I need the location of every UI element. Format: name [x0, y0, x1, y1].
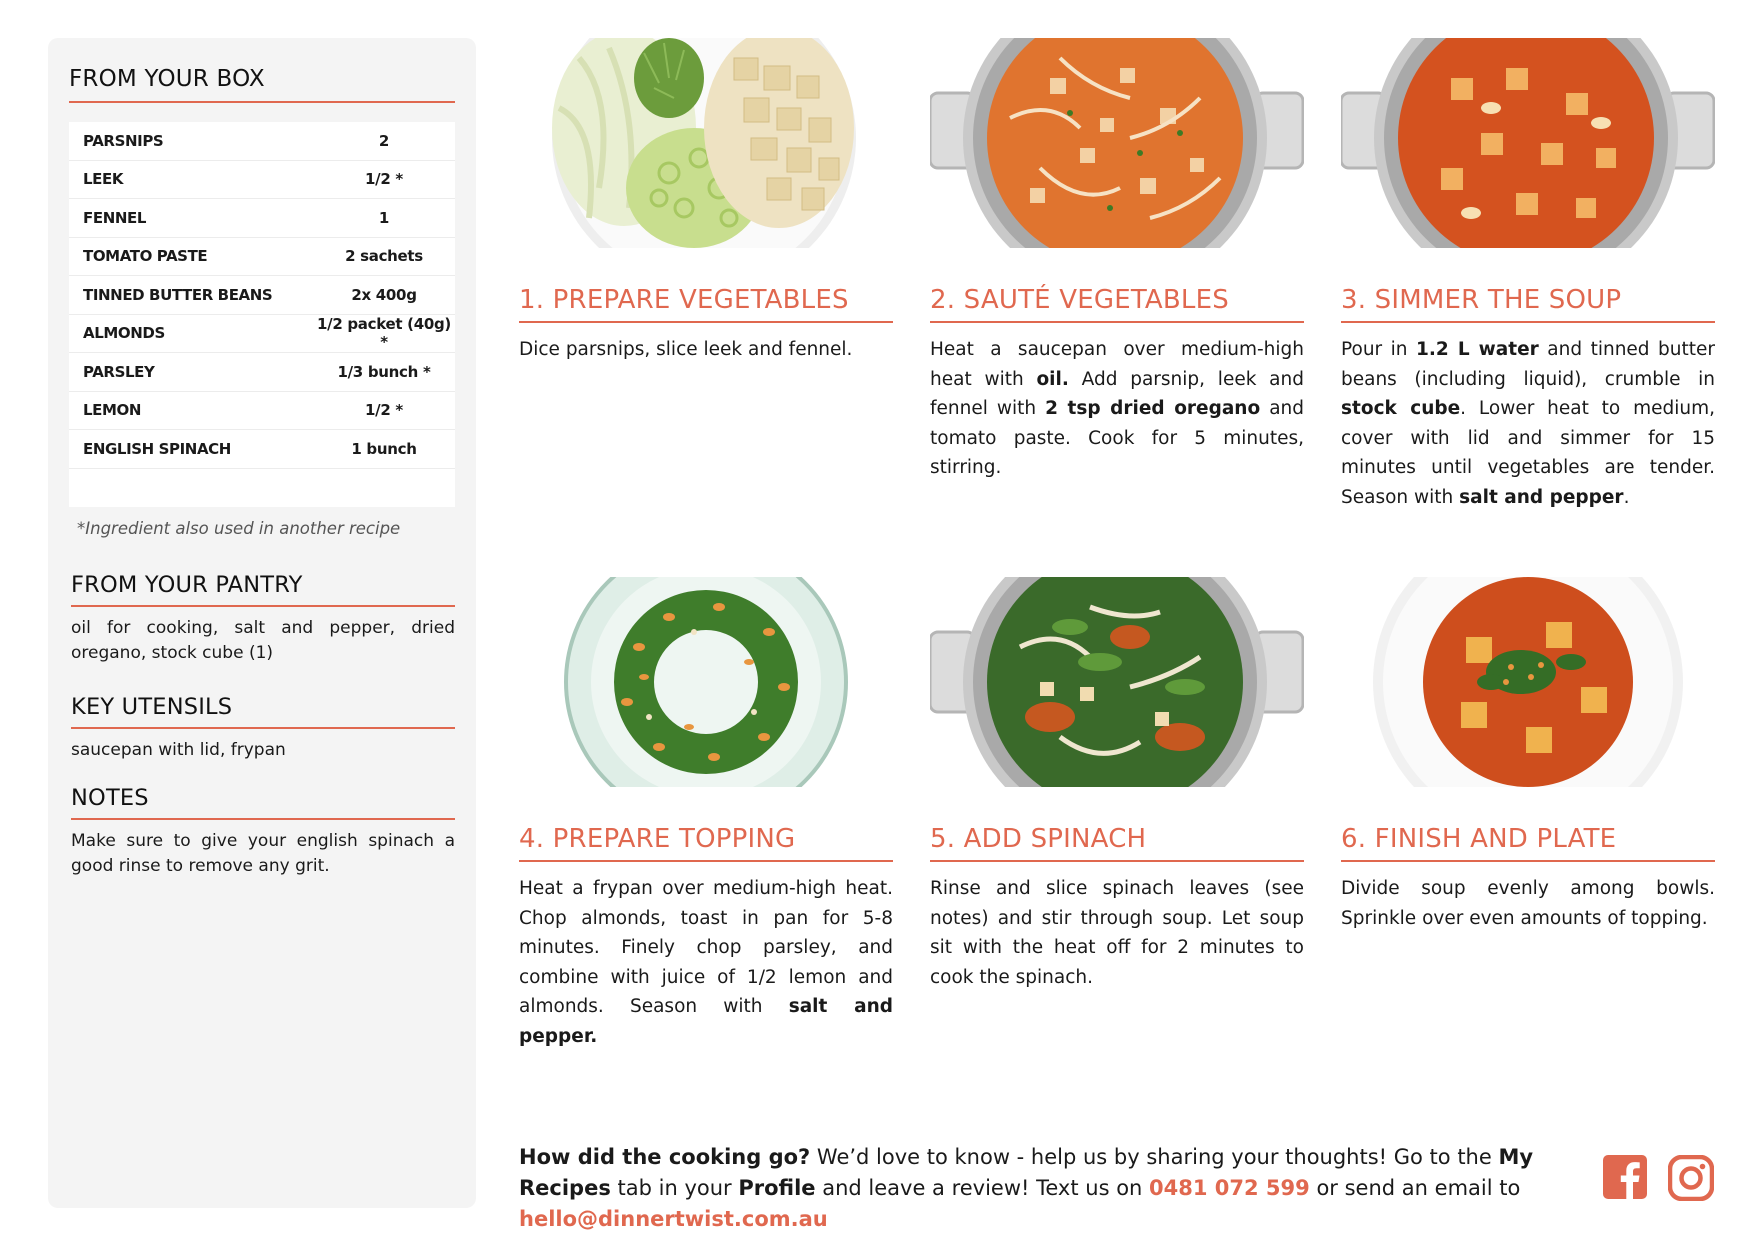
footer-text-3: and leave a review! Text us on: [815, 1176, 1150, 1200]
ingredient-row: [69, 392, 455, 431]
step-text: .: [1623, 486, 1630, 508]
ingredient-name: TOMATO PASTE: [83, 247, 208, 266]
ingredient-qty: 1: [378, 208, 390, 227]
ingredient-name: ENGLISH SPINACH: [83, 439, 231, 458]
ingredient-row: [69, 199, 455, 238]
step-1-photo: [519, 38, 893, 248]
ingredient-name: ALMONDS: [83, 324, 165, 343]
step-3-photo: [1341, 38, 1715, 248]
step-text: Pour in: [1341, 339, 1417, 360]
from-your-box-title: FROM YOUR BOX: [69, 66, 455, 103]
notes-section: [69, 785, 455, 879]
step-3-title: 3. SIMMER THE SOUP: [1341, 285, 1715, 323]
ingredient-row: [69, 430, 455, 469]
ingredient-name: PARSLEY: [83, 362, 155, 381]
step-text-bold: oil.: [1036, 368, 1069, 390]
ingredient-row: [69, 161, 455, 200]
step-5-body: [930, 874, 1304, 992]
step-4-photo: [519, 577, 893, 787]
ingredient-name: FENNEL: [83, 208, 147, 227]
instagram-icon[interactable]: [1668, 1155, 1714, 1205]
ingredient-row: [69, 315, 455, 354]
step-6-photo: [1341, 577, 1715, 787]
notes-text: Make sure to give your english spinach a good rinse to remove any grit.: [71, 830, 455, 876]
my-recipes-label: My Recipes: [519, 1145, 1534, 1200]
ingredient-name: TINNED BUTTER BEANS: [83, 285, 273, 304]
step-5-title: 5. ADD SPINACH: [930, 824, 1304, 862]
feedback-footer: [519, 1142, 1579, 1235]
step-text: and tinned butter beans (including liquid), crumble in: [1341, 339, 1716, 390]
ingredient-qty: 2: [378, 131, 390, 150]
pantry-text: oil for cooking, salt and pepper, dried oregano, stock cube (1): [71, 617, 455, 663]
step-1-title: 1. PREPARE VEGETABLES: [519, 285, 893, 323]
step-5: [930, 577, 1304, 988]
step-text-bold: 2 tsp dried oregano: [1045, 398, 1261, 419]
step-2: [930, 38, 1304, 478]
step-text: Heat a frypan over medium-high heat. Chop almonds, toast in pan for 5-8 minutes. Finely chop parsley, and combine with juice of 1/2 lemon and almonds. Season with: [519, 878, 893, 1017]
step-3-body: [1341, 335, 1715, 512]
ingredient-qty: 1/2 *: [365, 401, 403, 420]
step-4: [519, 577, 893, 1047]
step-text-bold: 1.2 L water: [1416, 339, 1539, 360]
step-text: Add parsnip, leek and fennel with: [930, 368, 1304, 419]
step-2-title: 2. SAUTÉ VEGETABLES: [930, 285, 1304, 323]
ingredient-name: LEMON: [83, 401, 142, 420]
key-utensils-title: KEY UTENSILS: [71, 694, 455, 729]
ingredient-row: [69, 353, 455, 392]
sidebar: [48, 38, 476, 1208]
step-text: and tomato paste. Cook for 5 minutes, stirring.: [930, 398, 1304, 478]
ingredient-qty: 1/2 *: [365, 170, 403, 189]
utensils-text: saucepan with lid, frypan: [71, 739, 286, 760]
step-text-bold: salt and pepper: [1459, 486, 1624, 508]
step-6-body: [1341, 874, 1715, 933]
ingredient-qty: 1/3 bunch *: [337, 362, 431, 381]
ingredient-name: LEEK: [83, 170, 124, 189]
step-4-body: [519, 874, 893, 1051]
ingredient-qty: 2 sachets: [345, 247, 423, 266]
ingredient-qty: 1/2 packet (40g) *: [317, 315, 451, 352]
step-4-title: 4. PREPARE TOPPING: [519, 824, 893, 862]
ingredient-name: PARSNIPS: [83, 131, 164, 150]
step-1: [519, 38, 893, 360]
facebook-icon[interactable]: [1603, 1155, 1647, 1203]
ingredient-qty: 2x 400g: [351, 285, 417, 304]
ingredient-row: [69, 122, 455, 161]
step-1-body: [519, 335, 893, 365]
step-text-bold: salt and pepper.: [519, 996, 893, 1047]
step-text: . Lower heat to medium, cover with lid and simmer for 15 minutes until vegetables are tender. Season with: [1341, 398, 1716, 508]
ingredient-row: [69, 238, 455, 277]
profile-label: Profile: [738, 1176, 816, 1200]
step-2-photo: [930, 38, 1304, 248]
notes-title: NOTES: [71, 785, 455, 820]
step-6: [1341, 577, 1715, 929]
phone-link[interactable]: 0481 072 599: [1149, 1176, 1310, 1200]
footer-text-2: tab in your: [610, 1176, 739, 1200]
footer-question: How did the cooking go?: [519, 1145, 811, 1169]
step-5-photo: [930, 577, 1304, 787]
ingredients-table: [69, 122, 455, 507]
from-your-pantry-section: [69, 572, 455, 666]
step-6-title: 6. FINISH AND PLATE: [1341, 824, 1715, 862]
step-2-body: [930, 335, 1304, 483]
step-text: Dice parsnips, slice leek and fennel.: [519, 339, 853, 360]
ingredient-footnote: *Ingredient also used in another recipe: [77, 518, 401, 538]
step-3: [1341, 38, 1716, 508]
ingredient-row-empty: [69, 469, 455, 507]
key-utensils-section: [69, 694, 455, 763]
step-text: Divide soup evenly among bowls. Sprinkle over even amounts of topping.: [1341, 878, 1715, 929]
from-your-pantry-title: FROM YOUR PANTRY: [71, 572, 455, 607]
ingredient-qty: 1 bunch: [351, 439, 417, 458]
footer-text-1: We’d love to know - help us by sharing your thoughts! Go to the: [810, 1145, 1499, 1169]
email-link[interactable]: hello@dinnertwist.com.au: [519, 1207, 828, 1231]
step-text-bold: stock cube: [1341, 398, 1461, 419]
step-text: Heat a saucepan over medium-high heat with: [930, 339, 1304, 390]
ingredient-row: [69, 276, 455, 315]
footer-text-4: or send an email to: [1309, 1176, 1521, 1200]
step-text: Rinse and slice spinach leaves (see notes) and stir through soup. Let soup sit with the heat off for 2 minutes to cook the spinach.: [930, 878, 1304, 988]
